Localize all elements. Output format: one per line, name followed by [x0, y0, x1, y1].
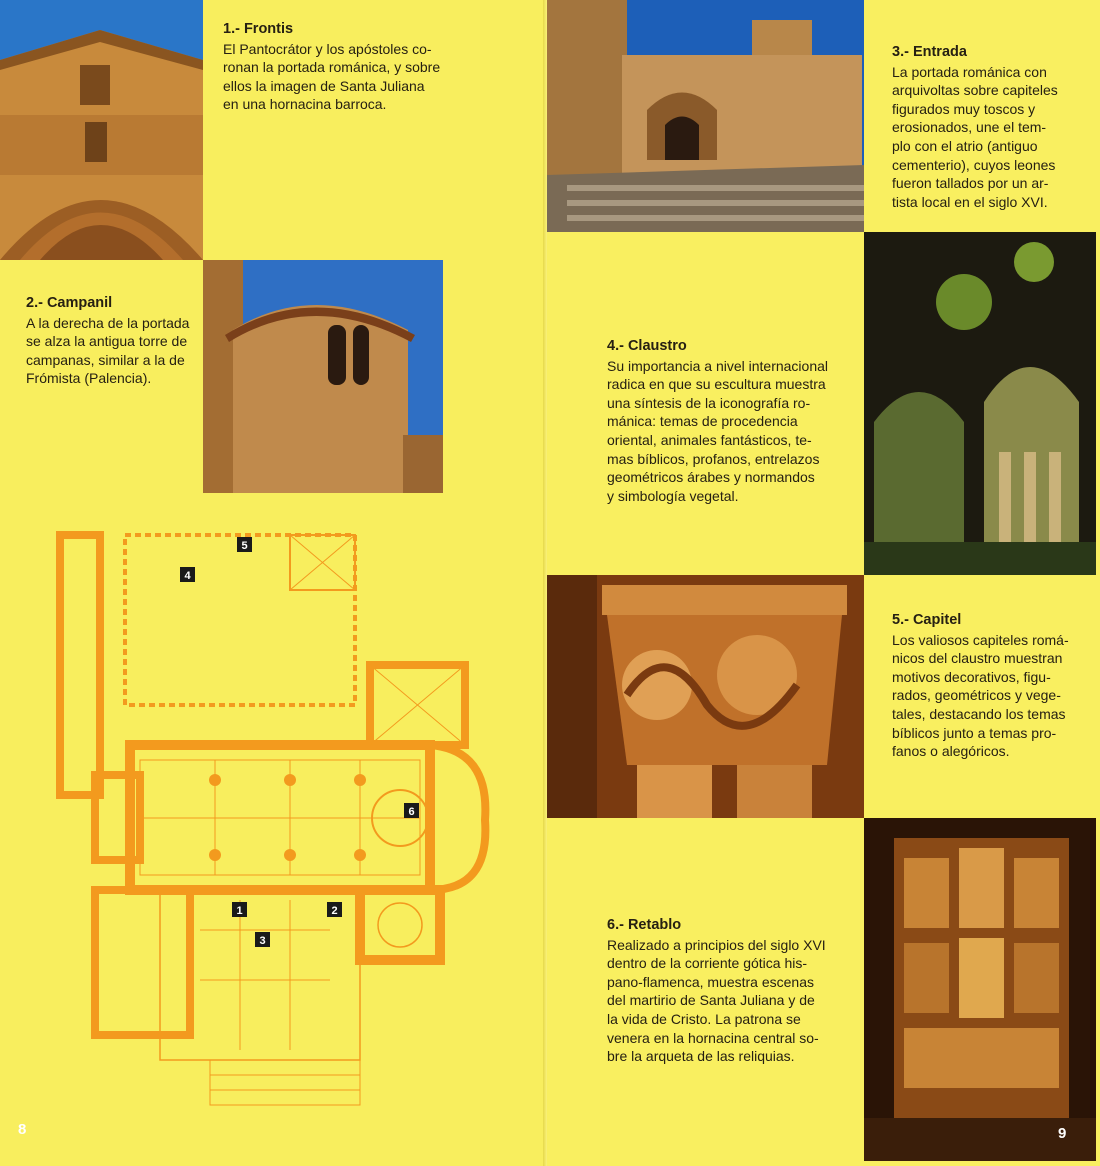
- section-frontis: [223, 20, 458, 114]
- svg-text:2: 2: [331, 905, 338, 917]
- plan-marker-2: [327, 902, 342, 917]
- section-title: 6.- Retablo: [607, 917, 682, 933]
- page-number-left: 8: [18, 1121, 27, 1138]
- page-number-right: 9: [1058, 1125, 1067, 1142]
- section-title: 2.- Campanil: [26, 295, 113, 311]
- section-claustro: [607, 337, 847, 505]
- section-title: 1.- Frontis: [223, 21, 294, 37]
- photo-capitel: [547, 575, 864, 818]
- section-entrada: [892, 43, 1067, 211]
- plan-marker-6: [404, 803, 419, 818]
- photo-frontis: [0, 0, 203, 260]
- svg-text:5: 5: [241, 540, 248, 552]
- section-body: Realizado a principios del siglo XVI dentro de la corriente gótica his- pano-flamenca, muestra escenas del martirio de Santa Juliana y de la vida de Cristo. La patrona se venera en la hornacina central so- bre la arqueta de las reliquias.: [607, 936, 826, 1065]
- church-floor-plan: [40, 520, 500, 1120]
- svg-text:4: 4: [184, 570, 191, 582]
- section-body: Los valiosos capiteles romá- nicos del claustro muestran motivos decorativos, figu- rados, geométricos y vege- tales, destacando los temas bíblicos junto a temas pro- fanos o alegóricos.: [892, 631, 1069, 760]
- plan-marker-1: [232, 902, 247, 917]
- section-capitel: [892, 611, 1072, 761]
- section-body: El Pantocrátor y los apóstoles co- ronan la portada románica, y sobre ellos la imagen de Santa Juliana en una hornacina barroca.: [223, 40, 441, 113]
- section-campanil: [26, 294, 201, 388]
- section-body: Su importancia a nivel internacional radica en que su escultura muestra una síntesis de la iconografía ro- mánica: temas de procedencia oriental, animales fantásticos, te- mas bíblicos, profanos, entrelazos geométricos árabes y normandos y simbología vegetal.: [607, 357, 829, 504]
- photo-claustro: [864, 232, 1096, 575]
- svg-text:1: 1: [236, 905, 243, 917]
- plan-marker-3: [255, 932, 270, 947]
- section-title: 3.- Entrada: [892, 44, 967, 60]
- section-body: La portada románica con arquivoltas sobre capiteles figurados muy toscos y erosionados, une el tem- plo con el atrio (antiguo cementerio), cuyos leones fueron tallados por un ar- tista local en el siglo XVI.: [892, 63, 1058, 210]
- svg-text:6: 6: [408, 806, 415, 818]
- plan-marker-4: [180, 567, 195, 582]
- section-title: 4.- Claustro: [607, 338, 687, 354]
- photo-retablo: [864, 818, 1096, 1161]
- photo-campanil: [203, 260, 443, 493]
- plan-marker-5: [237, 537, 252, 552]
- photo-entrada: [547, 0, 864, 232]
- svg-text:3: 3: [259, 935, 266, 947]
- section-title: 5.- Capitel: [892, 612, 962, 628]
- section-body: A la derecha de la portada se alza la antigua torre de campanas, similar a la de Frómista (Palencia).: [26, 314, 190, 387]
- section-retablo: [607, 916, 847, 1066]
